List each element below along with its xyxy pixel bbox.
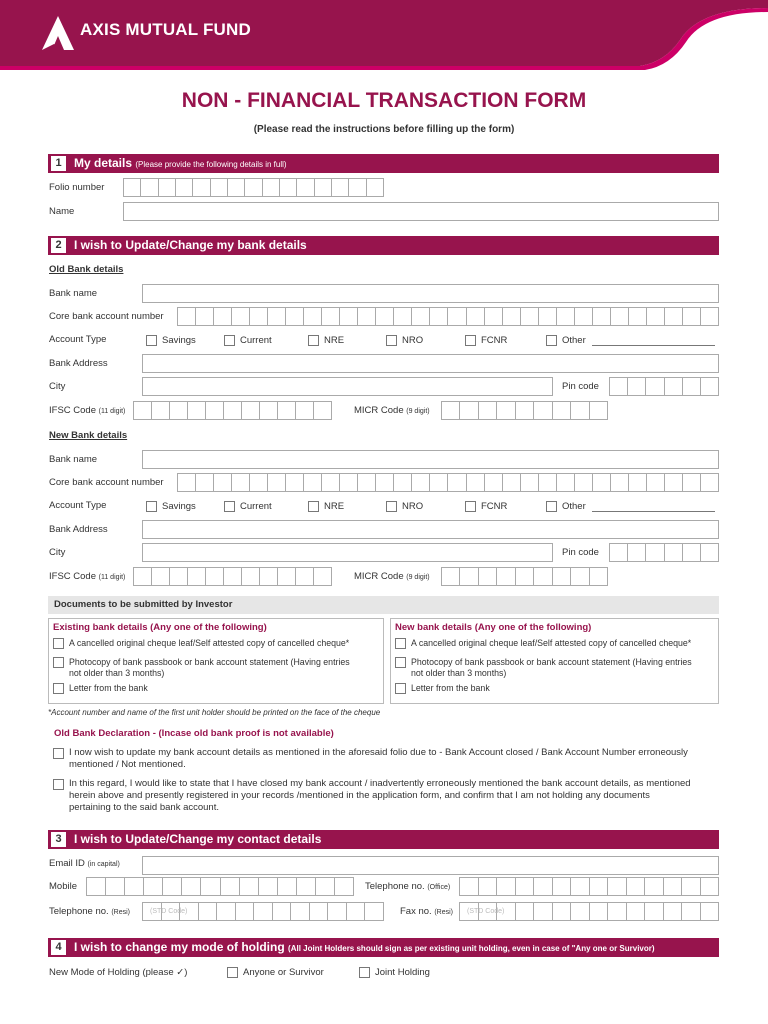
existing-letter-label: Letter from the bank <box>69 683 148 693</box>
new-other-label: Other <box>562 501 586 512</box>
brand-name: AXIS MUTUAL FUND <box>80 20 251 39</box>
old-city-label: City <box>49 381 66 392</box>
old-city-input[interactable] <box>142 377 553 396</box>
joint-holding-label: Joint Holding <box>375 967 430 978</box>
new-other-input[interactable] <box>592 511 715 512</box>
existing-docs-heading: Existing bank details (Any one of the following) <box>53 622 267 633</box>
declaration-2-text: In this regard, I would like to state that I have closed my bank account / inadvertently erroneously mentioned the bank account details, as mentioned <box>69 778 691 789</box>
tel-office-label: Telephone no. (Office) <box>365 881 451 892</box>
section-number: 3 <box>51 832 66 847</box>
section-title: My details <box>74 156 133 170</box>
tel-office-input[interactable] <box>459 877 719 896</box>
new-bank-address-input[interactable] <box>142 520 719 539</box>
new-pin-input[interactable] <box>609 543 719 562</box>
old-ifsc-label: IFSC Code (11 digit) <box>49 405 126 416</box>
name-input[interactable] <box>123 202 719 221</box>
section-title: I wish to Update/Change my contact details <box>74 832 322 846</box>
form-title: NON - FINANCIAL TRANSACTION FORM <box>181 89 587 112</box>
new-bank-name-input[interactable] <box>142 450 719 469</box>
name-label: Name <box>49 206 75 217</box>
anyone-survivor-label: Anyone or Survivor <box>243 967 324 978</box>
old-bank-heading: Old Bank details <box>49 264 124 275</box>
old-micr-label: MICR Code (9 digit) <box>354 405 430 416</box>
old-nre-label: NRE <box>324 335 345 346</box>
section-note: (All Joint Holders should sign as per existing unit holding, even in case of "Any one or Survivor) <box>288 944 655 953</box>
old-account-type-label: Account Type <box>49 334 107 345</box>
email-input[interactable] <box>142 856 719 875</box>
fax-std-placeholder: (STD Code) <box>467 908 505 915</box>
new-nre-label: NRE <box>324 501 345 512</box>
existing-letter-checkbox[interactable] <box>53 683 64 694</box>
new-core-account-label: Core bank account number <box>49 477 164 488</box>
new-account-type-label: Account Type <box>49 500 107 511</box>
old-fcnr-label: FCNR <box>481 335 508 346</box>
existing-passbook-label-2: not older than 3 months) <box>69 668 165 678</box>
new-savings-checkbox[interactable] <box>146 501 157 512</box>
old-current-label: Current <box>240 335 272 346</box>
old-bank-name-input[interactable] <box>142 284 719 303</box>
new-micr-label: MICR Code (9 digit) <box>354 571 430 582</box>
documents-heading: Documents to be submitted by Investor <box>54 599 233 610</box>
old-savings-checkbox[interactable] <box>146 335 157 346</box>
new-letter-label: Letter from the bank <box>411 683 490 693</box>
new-passbook-checkbox[interactable] <box>395 657 406 668</box>
old-micr-input[interactable] <box>441 401 608 420</box>
old-other-checkbox[interactable] <box>546 335 557 346</box>
existing-passbook-label: Photocopy of bank passbook or bank account statement (Having entries <box>69 657 350 667</box>
new-savings-label: Savings <box>162 501 196 512</box>
new-fcnr-checkbox[interactable] <box>465 501 476 512</box>
new-docs-heading: New bank details (Any one of the following) <box>395 622 592 633</box>
new-passbook-label: Photocopy of bank passbook or bank account statement (Having entries <box>411 657 692 667</box>
section-1-header <box>48 154 719 173</box>
new-bank-address-label: Bank Address <box>49 524 108 535</box>
new-fcnr-label: FCNR <box>481 501 508 512</box>
new-pin-label: Pin code <box>562 547 599 558</box>
new-nro-label: NRO <box>402 501 424 512</box>
old-ifsc-input[interactable] <box>133 401 332 420</box>
new-cheque-label: A cancelled original cheque leaf/Self attested copy of cancelled cheque* <box>411 638 692 648</box>
section-title: I wish to change my mode of holding <box>74 940 285 954</box>
new-micr-input[interactable] <box>441 567 608 586</box>
section-number: 4 <box>51 940 66 955</box>
declaration-1-text-2: mentioned / Not mentioned. <box>69 759 186 770</box>
old-core-account-input[interactable] <box>177 307 719 326</box>
joint-holding-checkbox[interactable] <box>359 967 370 978</box>
new-ifsc-input[interactable] <box>133 567 332 586</box>
section-4-header <box>48 938 719 957</box>
mode-label: New Mode of Holding (please ✓) <box>49 967 188 978</box>
cheque-footnote: *Account number and name of the first unit holder should be printed on the face of the cheque <box>48 708 381 717</box>
anyone-survivor-checkbox[interactable] <box>227 967 238 978</box>
section-number: 1 <box>51 156 66 171</box>
new-city-input[interactable] <box>142 543 553 562</box>
old-nro-label: NRO <box>402 335 424 346</box>
new-ifsc-label: IFSC Code (11 digit) <box>49 571 126 582</box>
new-bank-heading: New Bank details <box>49 430 128 441</box>
folio-label: Folio number <box>49 182 105 193</box>
declaration-heading: Old Bank Declaration - (Incase old bank proof is not available) <box>54 728 334 739</box>
old-savings-label: Savings <box>162 335 196 346</box>
declaration-2-checkbox[interactable] <box>53 779 64 790</box>
folio-number-input[interactable] <box>123 178 384 197</box>
new-letter-checkbox[interactable] <box>395 683 406 694</box>
old-pin-input[interactable] <box>609 377 719 396</box>
old-nro-checkbox[interactable] <box>386 335 397 346</box>
new-nre-checkbox[interactable] <box>308 501 319 512</box>
old-core-account-label: Core bank account number <box>49 311 164 322</box>
old-bank-address-label: Bank Address <box>49 358 108 369</box>
form-subtitle: (Please read the instructions before filling up the form) <box>253 124 515 135</box>
section-number: 2 <box>51 238 66 253</box>
old-bank-address-input[interactable] <box>142 354 719 373</box>
existing-cheque-label: A cancelled original cheque leaf/Self attested copy of cancelled cheque* <box>69 638 350 648</box>
old-current-checkbox[interactable] <box>224 335 235 346</box>
existing-passbook-checkbox[interactable] <box>53 657 64 668</box>
old-fcnr-checkbox[interactable] <box>465 335 476 346</box>
new-current-label: Current <box>240 501 272 512</box>
new-other-checkbox[interactable] <box>546 501 557 512</box>
existing-cheque-checkbox[interactable] <box>53 638 64 649</box>
old-nre-checkbox[interactable] <box>308 335 319 346</box>
new-passbook-label-2: not older than 3 months) <box>411 668 507 678</box>
section-title: I wish to Update/Change my bank details <box>74 238 307 252</box>
documents-bar <box>48 596 719 614</box>
section-2-header <box>48 236 719 255</box>
tel-resi-label: Telephone no. (Resi) <box>49 906 131 917</box>
section-note: (Please provide the following details in full) <box>135 160 287 169</box>
declaration-1-checkbox[interactable] <box>53 748 64 759</box>
new-nro-checkbox[interactable] <box>386 501 397 512</box>
declaration-1-text: I now wish to update my bank account details as mentioned in the aforesaid folio due to - Bank Account closed / Bank Account Number erroneously <box>69 747 688 758</box>
mobile-label: Mobile <box>49 881 77 892</box>
email-label: Email ID (in capital) <box>49 858 120 869</box>
old-bank-name-label: Bank name <box>49 288 98 299</box>
mobile-input[interactable] <box>86 877 354 896</box>
old-other-input[interactable] <box>592 345 715 346</box>
tel-resi-std-placeholder: (STD Code) <box>150 908 188 915</box>
axis-logo-icon <box>40 14 76 52</box>
fax-label: Fax no. (Resi) <box>400 906 453 917</box>
new-current-checkbox[interactable] <box>224 501 235 512</box>
new-cheque-checkbox[interactable] <box>395 638 406 649</box>
section-3-header <box>48 830 719 849</box>
old-other-label: Other <box>562 335 586 346</box>
old-pin-label: Pin code <box>562 381 599 392</box>
new-city-label: City <box>49 547 66 558</box>
declaration-2-text-3: pertaining to the said bank account. <box>69 802 219 813</box>
new-bank-name-label: Bank name <box>49 454 98 465</box>
declaration-2-text-2: herein above and presently registered in your records /mentioned in the application form, and confirm that I am not holding any documents <box>69 790 650 801</box>
new-core-account-input[interactable] <box>177 473 719 492</box>
